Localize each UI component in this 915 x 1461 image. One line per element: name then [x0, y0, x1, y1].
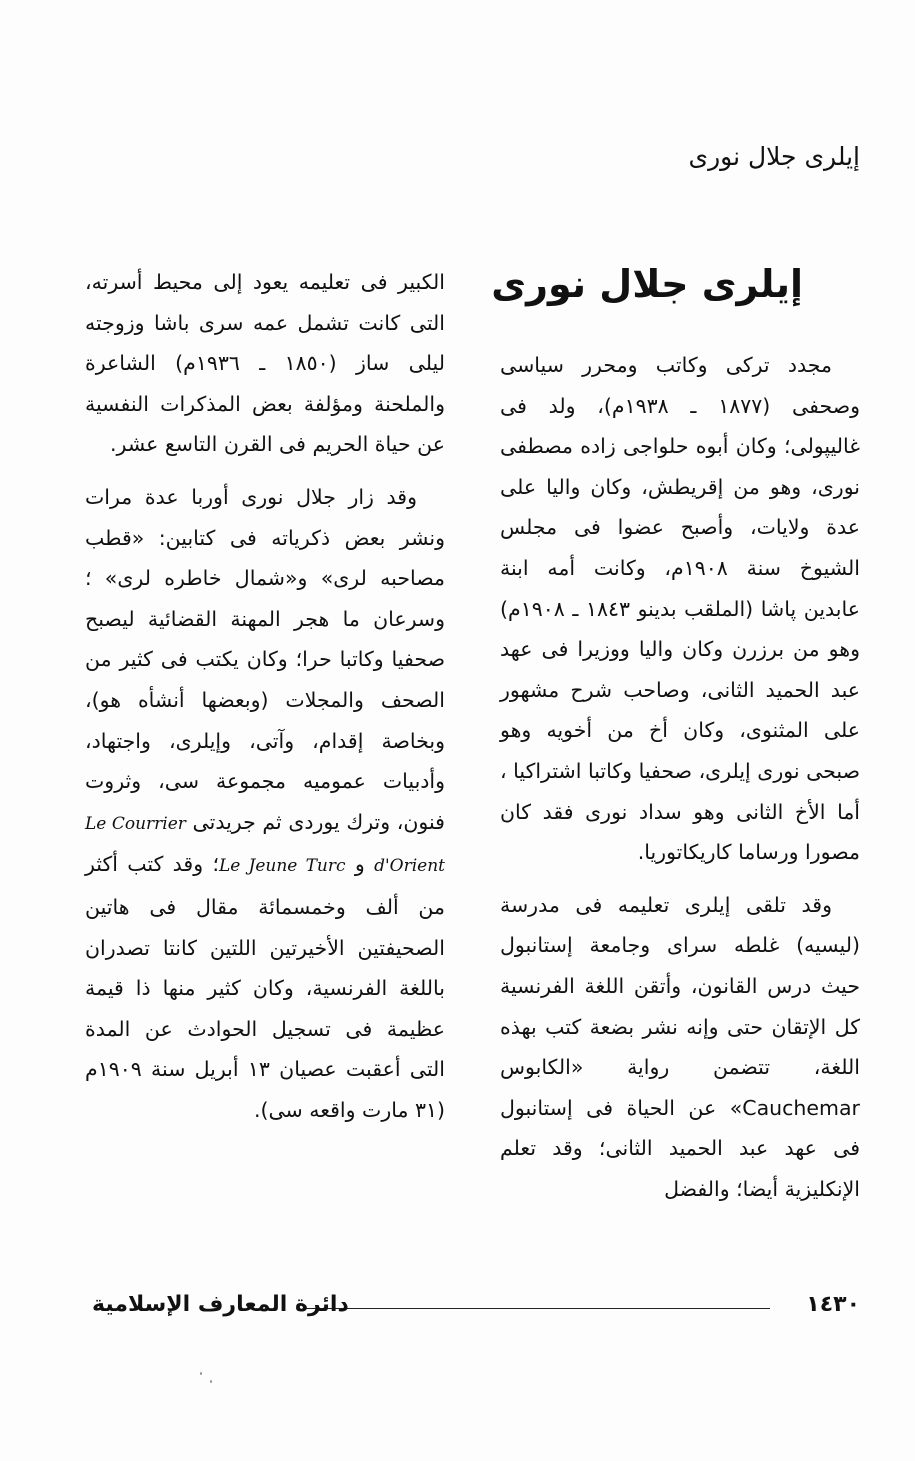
- right-column: [500, 345, 860, 1209]
- latin-title: Le Jeune Turc: [218, 856, 346, 877]
- paragraph: وقد تلقى إيلرى تعليمه فى مدرسة (ليسيه) غلطه سراى وجامعة إستانبول حيث درس القانون، وأتقن اللغة الفرنسية كل الإتقان حتى وإنه نشر بضعة كتب بهذه اللغة، تتضمن رواية «الكابوس Cauchemar» عن الحياة فى إستانبول فى عهد عبد الحميد الثانى؛ وقد تعلم الإنكليزية أيضا؛ والفضل: [500, 892, 860, 1201]
- paragraph-text: ؛ وقد كتب أكثر من ألف وخمسمائة مقال فى هاتين الصحيفتين الأخيرتين اللتين كانتا تصدران باللغة الفرنسية، وكان كثير منها ذا قيمة عظيمة فى تسجيل الحوادث عن المدة التى أعقبت عصيان ١٣ أبريل سنة ١٩٠٩م (٣١ مارت واقعه سى).: [85, 852, 445, 1122]
- conjunction: و: [354, 852, 365, 877]
- publication-title: دائرة المعارف الإسلامية: [92, 1292, 349, 1317]
- speck: [210, 1380, 212, 1383]
- article-title: إيلرى جلال نورى: [491, 262, 803, 306]
- running-header: إيلرى جلال نورى: [688, 142, 860, 171]
- paragraph: الكبير فى تعليمه يعود إلى محيط أسرته، التى كانت تشمل عمه سرى باشا وزوجته ليلى ساز (١٨٥٠ ـ ١٩٣٦م) الشاعرة والملحنة ومؤلفة بعض المذكرات النفسية عن حياة الحريم فى القرن التاسع عشر.: [85, 270, 445, 457]
- paragraph: مجدد تركى وكاتب ومحرر سياسى وصحفى (١٨٧٧ ـ ١٩٣٨م)، ولد فى غاليپولى؛ وكان أبوه حلواجى زاده مصطفى نورى، وهو من إقريطش، وكان واليا على عدة ولايات، وأصبح عضوا فى مجلس الشيوخ سنة ١٩٠٨م، وكانت أمه ابنة عابدين پاشا (الملقب بدينو ١٨٤٣ ـ ١٩٠٨م) وهو من برزرن وكان واليا ووزيرا فى عهد عبد الحميد الثانى، وصاحب شرح مشهور على المثنوى، وكان أخ من أخويه وهو صبحى نورى إيلرى، صحفيا وكاتبا اشتراكيا ، أما الأخ الثانى وهو سداد نورى فقد كان مصورا ورساما كاريكاتوريا.: [500, 353, 861, 865]
- paragraph-text: وقد زار جلال نورى أوربا عدة مرات ونشر بعض ذكرياته فى كتابين: «قطب مصاحبه لرى» و«شمال خاطره لرى» ؛ وسرعان ما هجر المهنة القضائية ليصبح صحفيا وكاتبا حرا؛ وكان يكتب فى كثير من الصحف والمجلات (وبعضها أنشأه هو)، وبخاصة إقدام، وآتى، وإيلرى، واجتهاد، وأدبيات عموميه مجموعة سى، وثروت فنون، وترك يوردى ثم جريدتى: [85, 484, 445, 834]
- page-number: ١٤٣٠: [806, 1292, 860, 1317]
- left-column: [85, 262, 445, 1130]
- latin-title: Le Courrier d'Orient: [85, 813, 445, 877]
- footer-rule: [305, 1308, 770, 1309]
- speck: [200, 1372, 202, 1375]
- paragraph: [85, 477, 445, 1131]
